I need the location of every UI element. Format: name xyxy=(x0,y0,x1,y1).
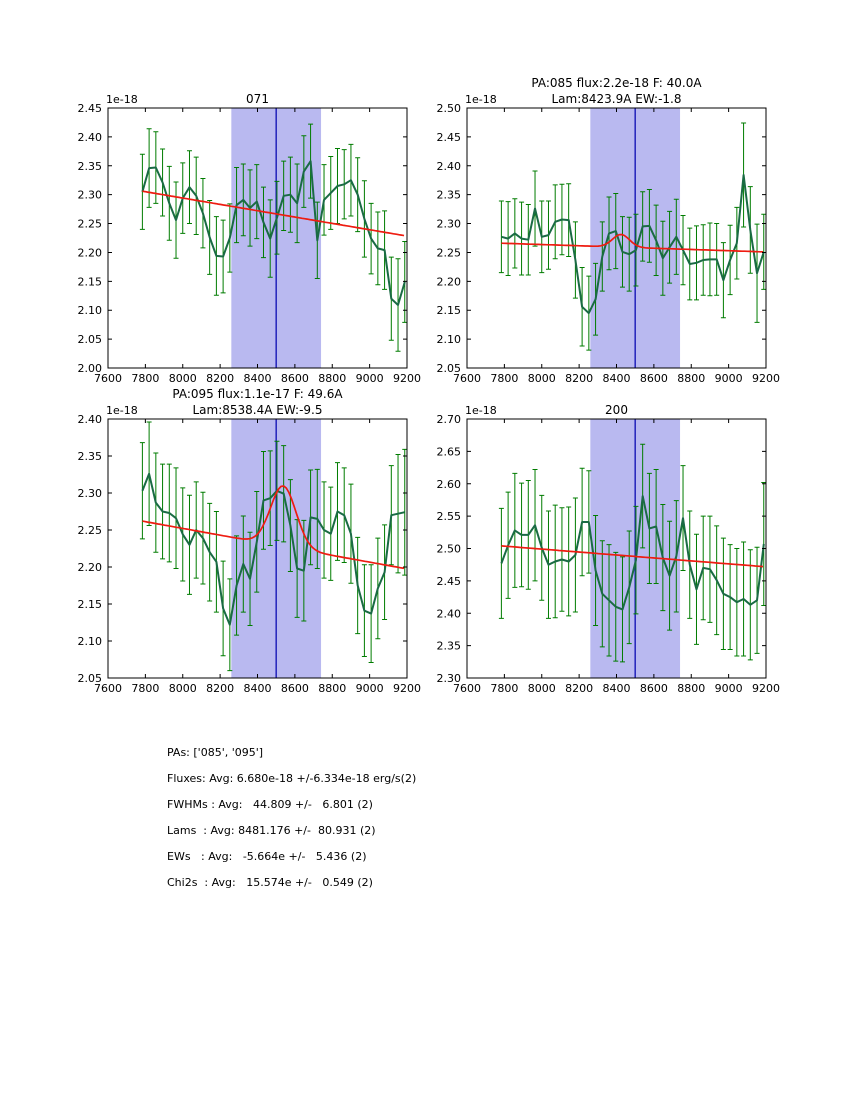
x-tick-label: 8200 xyxy=(565,372,594,385)
y-tick-label: 2.05 xyxy=(77,672,102,685)
summary-chi2s: Chi2s : Avg: 15.574e +/- 0.549 (2) xyxy=(167,876,373,889)
y-axis-offset-label: 1e-18 xyxy=(465,404,497,417)
x-tick-label: 8000 xyxy=(527,372,556,385)
x-tick-label: 9000 xyxy=(355,372,384,385)
y-tick-label: 2.55 xyxy=(436,510,461,524)
x-tick-label: 7800 xyxy=(490,682,519,695)
x-tick-label: 7600 xyxy=(94,682,122,695)
y-tick-label: 2.00 xyxy=(77,362,102,375)
y-tick-label: 2.25 xyxy=(436,246,461,260)
x-tick-label: 9200 xyxy=(393,682,421,695)
plot-title-line2: Lam:8538.4A EW:-9.5 xyxy=(192,403,323,417)
x-tick-label: 8000 xyxy=(168,682,197,695)
y-tick-label: 2.40 xyxy=(436,159,461,173)
x-tick-label: 7800 xyxy=(490,372,519,385)
x-tick-label: 8600 xyxy=(639,682,668,695)
y-tick-label: 2.35 xyxy=(436,639,461,653)
y-tick-label: 2.40 xyxy=(436,607,461,621)
x-tick-label: 8000 xyxy=(527,682,556,695)
y-tick-label: 2.20 xyxy=(77,561,102,574)
x-tick-label: 8800 xyxy=(318,372,347,385)
y-tick-label: 2.30 xyxy=(436,217,461,231)
y-axis-offset-label: 1e-18 xyxy=(465,93,497,106)
x-tick-label: 9200 xyxy=(752,682,780,695)
y-tick-label: 2.20 xyxy=(436,275,461,289)
summary-ews: EWs : Avg: -5.664e +/- 5.436 (2) xyxy=(167,850,367,863)
x-tick-label: 9000 xyxy=(355,682,384,695)
plot-title: 071 xyxy=(246,92,269,106)
summary-fluxes: Fluxes: Avg: 6.680e-18 +/-6.334e-18 erg/s(2) xyxy=(167,772,417,785)
y-tick-label: 2.40 xyxy=(77,130,102,144)
y-axis-offset-label: 1e-18 xyxy=(106,404,138,417)
x-tick-label: 8800 xyxy=(677,682,706,695)
x-tick-label: 8600 xyxy=(639,372,668,385)
y-tick-label: 2.05 xyxy=(436,362,461,375)
x-tick-label: 8200 xyxy=(206,372,235,385)
x-tick-label: 7600 xyxy=(453,372,481,385)
y-tick-label: 2.35 xyxy=(77,450,102,463)
x-tick-label: 8600 xyxy=(280,372,309,385)
y-tick-label: 2.30 xyxy=(436,672,461,685)
x-tick-label: 8000 xyxy=(168,372,197,385)
x-tick-label: 7600 xyxy=(453,682,481,695)
x-tick-label: 8200 xyxy=(206,682,235,695)
x-tick-label: 7600 xyxy=(94,372,122,385)
x-tick-label: 9000 xyxy=(714,372,743,385)
summary-lams: Lams : Avg: 8481.176 +/- 80.931 (2) xyxy=(167,824,376,837)
summary-pas: PAs: ['085', '095'] xyxy=(167,746,264,759)
x-tick-label: 8800 xyxy=(318,682,347,695)
y-tick-label: 2.50 xyxy=(436,542,461,556)
y-tick-label: 2.15 xyxy=(436,304,461,318)
plot-title-line1: PA:085 flux:2.2e-18 F: 40.0A xyxy=(531,76,702,90)
y-tick-label: 2.25 xyxy=(77,524,102,537)
x-tick-label: 9200 xyxy=(393,372,421,385)
y-tick-label: 2.10 xyxy=(77,304,102,318)
y-tick-label: 2.15 xyxy=(77,275,102,289)
y-tick-label: 2.20 xyxy=(77,246,102,260)
x-tick-label: 8600 xyxy=(280,682,309,695)
y-tick-label: 2.70 xyxy=(436,413,461,426)
y-tick-label: 2.45 xyxy=(436,130,461,144)
y-tick-label: 2.30 xyxy=(77,188,102,202)
plot-title: 200 xyxy=(605,403,628,417)
x-tick-label: 7800 xyxy=(131,682,160,695)
y-tick-label: 2.65 xyxy=(436,445,461,459)
y-tick-label: 2.10 xyxy=(77,635,102,648)
x-tick-label: 7800 xyxy=(131,372,160,385)
y-tick-label: 2.45 xyxy=(436,574,461,588)
y-tick-label: 2.50 xyxy=(436,102,461,115)
y-tick-label: 2.40 xyxy=(77,413,102,426)
y-tick-label: 2.35 xyxy=(77,159,102,173)
y-tick-label: 2.35 xyxy=(436,188,461,202)
x-tick-label: 8400 xyxy=(602,372,631,385)
plot-title-line1: PA:095 flux:1.1e-17 F: 49.6A xyxy=(172,387,343,401)
x-tick-label: 8400 xyxy=(602,682,631,695)
y-tick-label: 2.45 xyxy=(77,102,102,115)
fit-summary-block xyxy=(167,740,416,896)
summary-fwhms: FWHMs : Avg: 44.809 +/- 6.801 (2) xyxy=(167,798,373,811)
x-tick-label: 8200 xyxy=(565,682,594,695)
y-tick-label: 2.10 xyxy=(436,333,461,347)
x-tick-label: 8400 xyxy=(243,372,272,385)
y-tick-label: 2.05 xyxy=(77,333,102,347)
x-tick-label: 9000 xyxy=(714,682,743,695)
y-tick-label: 2.25 xyxy=(77,217,102,231)
plot-title-line2: Lam:8423.9A EW:-1.8 xyxy=(551,92,682,106)
x-tick-label: 8800 xyxy=(677,372,706,385)
y-axis-offset-label: 1e-18 xyxy=(106,93,138,106)
y-tick-label: 2.30 xyxy=(77,487,102,500)
y-tick-label: 2.15 xyxy=(77,598,102,611)
x-tick-label: 8400 xyxy=(243,682,272,695)
y-tick-label: 2.60 xyxy=(436,477,461,491)
x-tick-label: 9200 xyxy=(752,372,780,385)
